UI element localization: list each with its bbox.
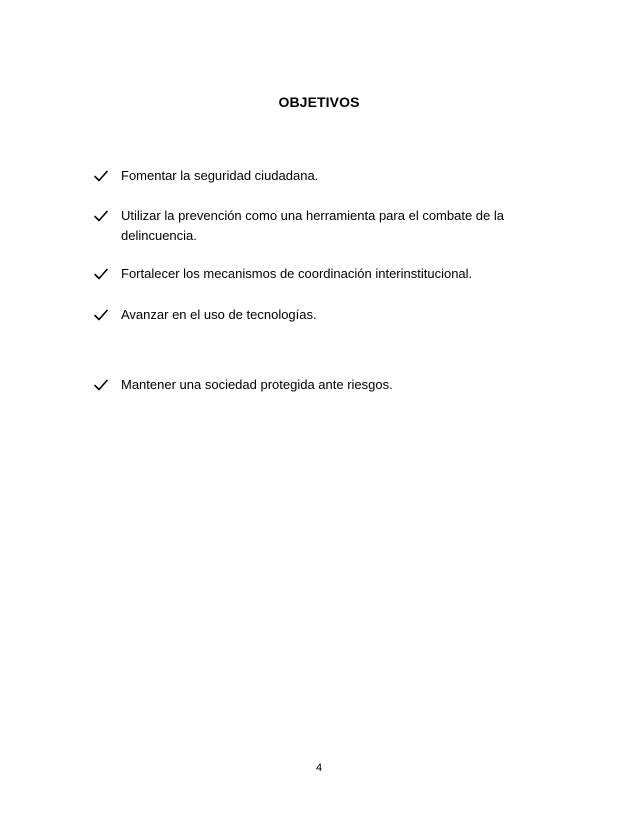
list-item (94, 305, 554, 325)
list-item (94, 206, 514, 246)
objective-text: Mantener una sociedad protegida ante riesgos. (121, 377, 393, 392)
objective-text: Fomentar la seguridad ciudadana. (121, 168, 319, 183)
list-item (94, 264, 554, 284)
checkmark-icon (94, 170, 108, 182)
page-title: OBJETIVOS (278, 94, 360, 110)
checkmark-icon (94, 309, 108, 321)
checkmark-icon (94, 379, 108, 391)
page-number: 4 (315, 762, 323, 774)
objective-text: Fortalecer los mecanismos de coordinación interinstitucional. (121, 266, 473, 281)
list-item (94, 375, 554, 395)
checkmark-icon (94, 210, 108, 222)
list-item (94, 166, 554, 186)
objective-text: Avanzar en el uso de tecnologías. (121, 307, 317, 322)
objective-text: Utilizar la prevención como una herramienta para el combate de la delincuencia. (121, 208, 504, 243)
checkmark-icon (94, 268, 108, 280)
